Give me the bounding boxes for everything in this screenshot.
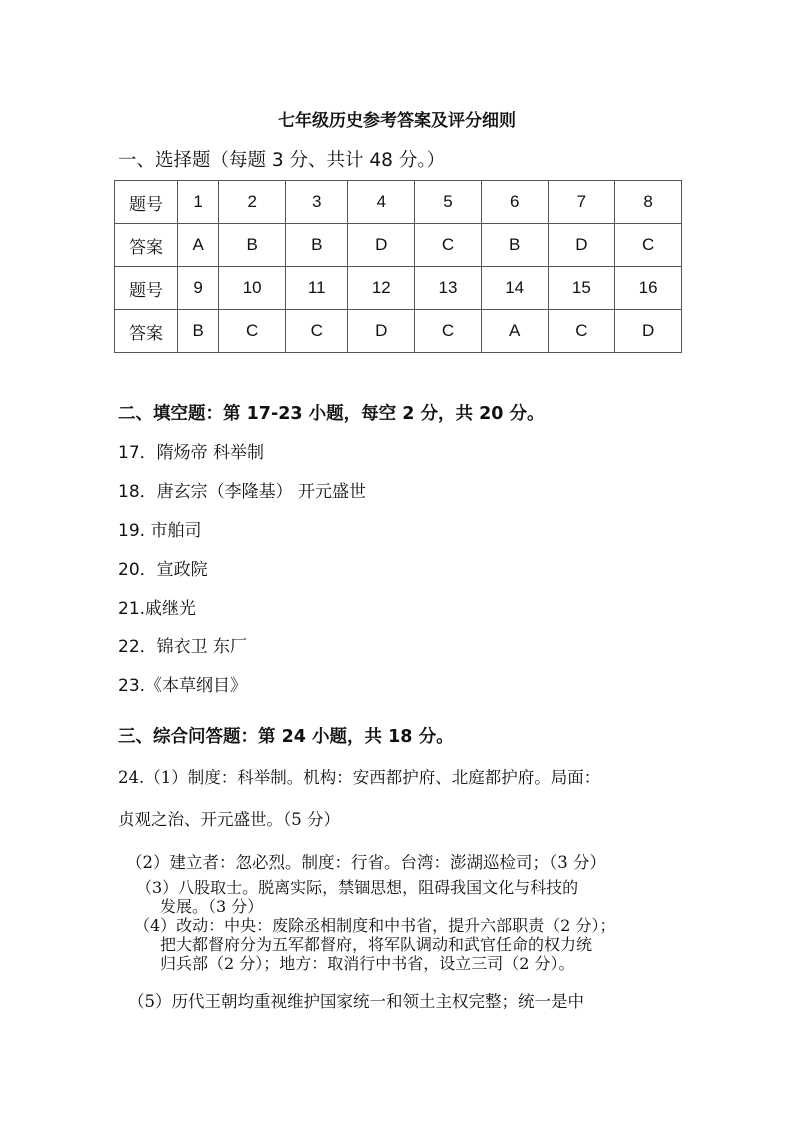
row-label: 题号	[115, 181, 178, 224]
q24-part3-line2: 发展。（3 分）	[160, 897, 264, 916]
answer-table-row	[115, 267, 682, 310]
table-cell: 3	[286, 181, 348, 224]
q24-part3-line1: （3）八股取士。脱离实际，禁锢思想，阻碍我国文化与科技的	[136, 878, 579, 897]
section1-heading: 一、选择题（每题 3 分、共计 48 分。）	[118, 150, 446, 171]
answer-table	[114, 180, 682, 353]
answer-19: 19. 市舶司	[118, 521, 202, 541]
table-cell: C	[415, 310, 482, 353]
table-cell: 13	[415, 267, 482, 310]
table-cell: C	[415, 224, 482, 267]
table-cell: 10	[219, 267, 286, 310]
table-cell: 7	[548, 181, 615, 224]
row-label: 答案	[115, 310, 178, 353]
section2-heading: 二、填空题：第 17-23 小题，每空 2 分，共 20 分。	[118, 404, 545, 424]
table-cell: C	[615, 224, 682, 267]
answer-17: 17．隋炀帝 科举制	[118, 443, 265, 463]
answer-22: 22．锦衣卫 东厂	[118, 637, 248, 657]
table-cell: 5	[415, 181, 482, 224]
row-label: 题号	[115, 267, 178, 310]
q24-part1-line2: 贞观之治、开元盛世。（5 分）	[118, 810, 340, 829]
table-cell: A	[178, 224, 219, 267]
table-cell: D	[348, 224, 415, 267]
answer-table-row	[115, 310, 682, 353]
table-cell: D	[548, 224, 615, 267]
q24-part4-line1: （4）改动：中央：废除丞相制度和中书省，提升六部职责（2 分）；	[134, 916, 616, 935]
table-cell: 4	[348, 181, 415, 224]
answer-table-row	[115, 181, 682, 224]
table-cell: 16	[615, 267, 682, 310]
q24-part2: （2）建立者：忽必烈。制度：行省。台湾：澎湖巡检司；（3 分）	[126, 853, 606, 872]
table-cell: 2	[219, 181, 286, 224]
table-cell: C	[548, 310, 615, 353]
q24-part4-line2: 把大都督府分为五军都督府，将军队调动和武官任命的权力统	[160, 935, 593, 954]
table-cell: B	[481, 224, 548, 267]
table-cell: 1	[178, 181, 219, 224]
table-cell: 14	[481, 267, 548, 310]
answer-23: 23.《本草纲目》	[118, 676, 248, 696]
table-cell: 8	[615, 181, 682, 224]
table-cell: A	[481, 310, 548, 353]
answer-table-row	[115, 224, 682, 267]
table-cell: 11	[286, 267, 348, 310]
answer-21: 21.戚继光	[118, 599, 197, 619]
table-cell: 6	[481, 181, 548, 224]
table-cell: B	[178, 310, 219, 353]
table-cell: B	[286, 224, 348, 267]
q24-part1-line1: 24.（1）制度：科举制。机构：安西都护府、北庭都护府。局面：	[118, 768, 601, 787]
table-cell: C	[286, 310, 348, 353]
table-cell: D	[615, 310, 682, 353]
page-title: 七年级历史参考答案及评分细则	[278, 111, 516, 131]
section3-heading: 三、综合问答题：第 24 小题，共 18 分。	[118, 727, 454, 747]
answer-18: 18．唐玄宗（李隆基） 开元盛世	[118, 482, 367, 502]
table-cell: D	[348, 310, 415, 353]
table-cell: C	[219, 310, 286, 353]
q24-part4-line3: 归兵部（2 分）；地方：取消行中书省，设立三司（2 分）。	[160, 954, 575, 973]
table-cell: 15	[548, 267, 615, 310]
q24-part5: （5）历代王朝均重视维护国家统一和领土主权完整；统一是中	[128, 992, 584, 1011]
table-cell: B	[219, 224, 286, 267]
table-cell: 12	[348, 267, 415, 310]
table-cell: 9	[178, 267, 219, 310]
answer-20: 20．宣政院	[118, 560, 208, 580]
row-label: 答案	[115, 224, 178, 267]
